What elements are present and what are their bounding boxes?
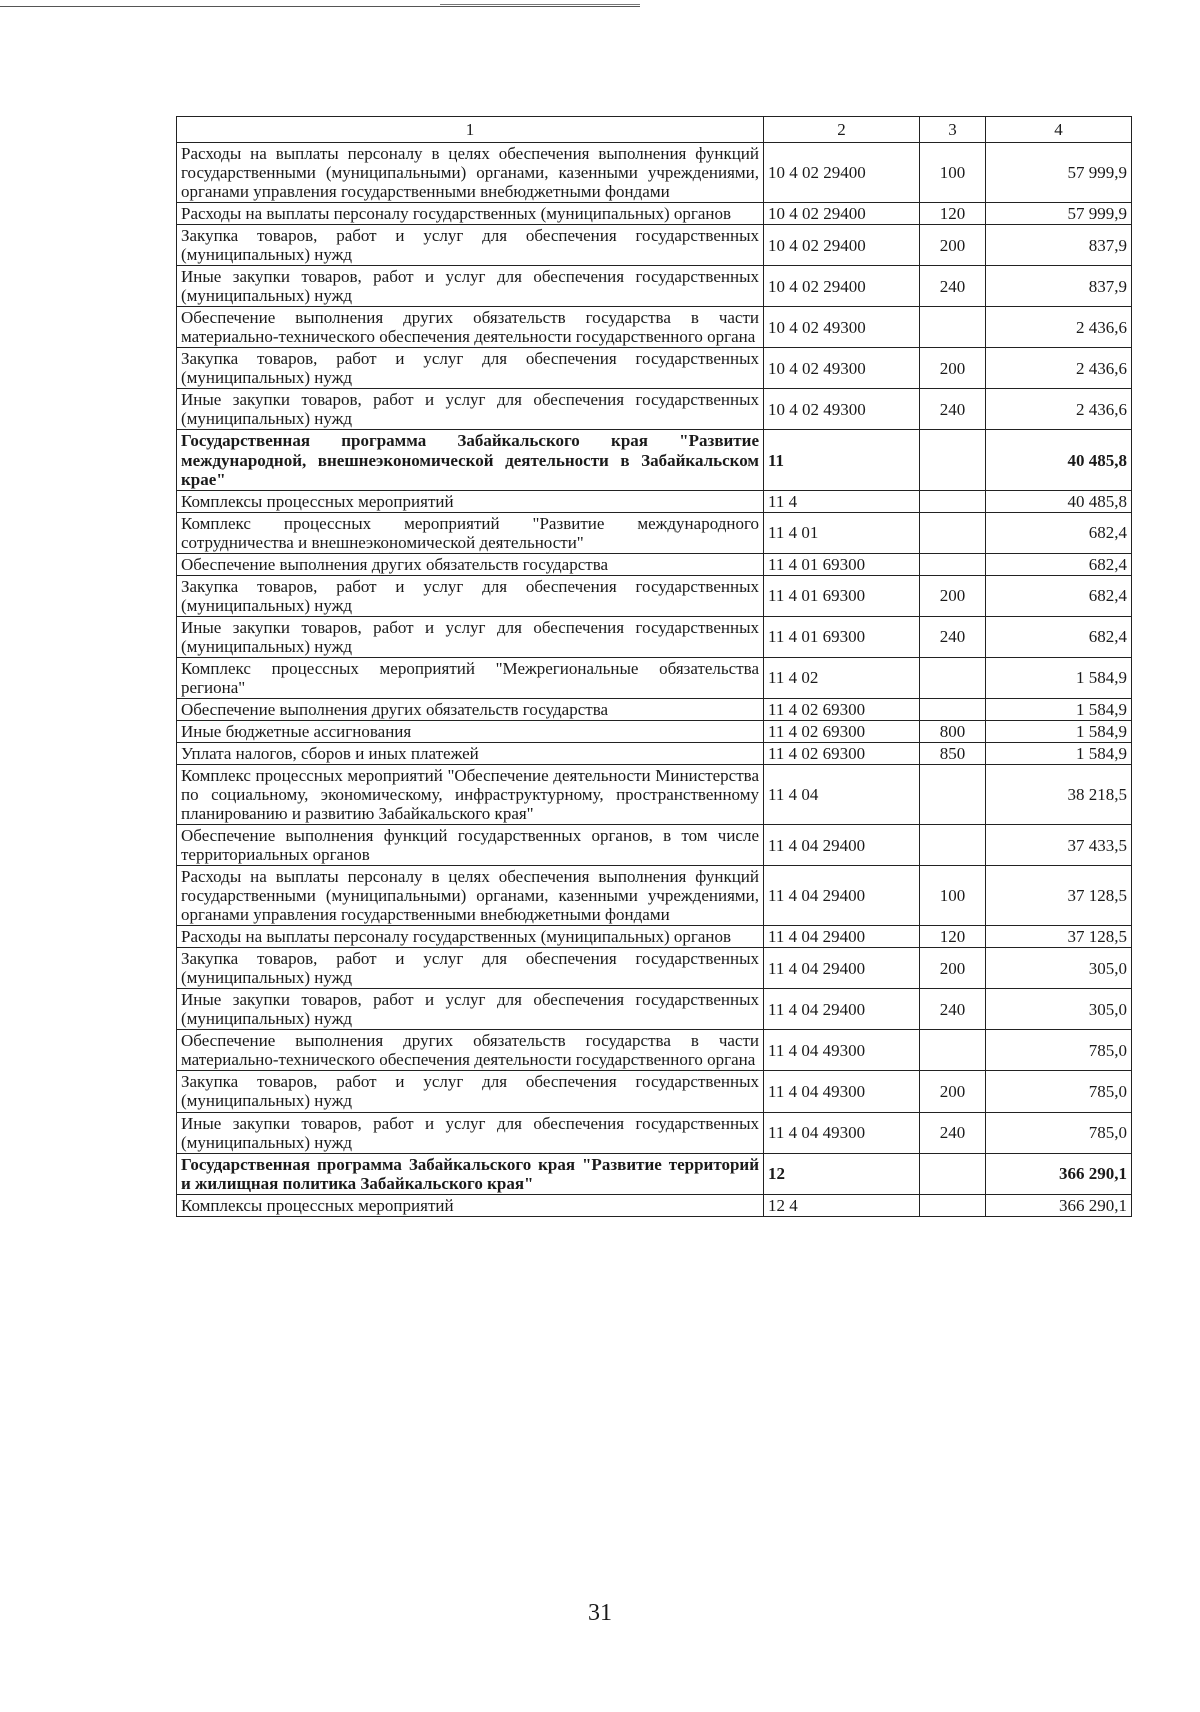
row-csr-code: 11 4 02 xyxy=(764,657,920,698)
row-sum: 305,0 xyxy=(986,948,1132,989)
row-csr-code: 10 4 02 49300 xyxy=(764,389,920,430)
row-name: Закупка товаров, работ и услуг для обеспечения государственных (муниципальных) нужд xyxy=(177,348,764,389)
row-vr-code: 850 xyxy=(920,742,986,764)
row-vr-code: 200 xyxy=(920,948,986,989)
row-csr-code: 10 4 02 49300 xyxy=(764,307,920,348)
row-sum: 682,4 xyxy=(986,616,1132,657)
row-name: Комплекс процессных мероприятий "Межрегиональные обязательства региона" xyxy=(177,657,764,698)
table-row xyxy=(177,348,1132,389)
row-csr-code: 11 4 04 49300 xyxy=(764,1071,920,1112)
row-sum: 2 436,6 xyxy=(986,307,1132,348)
row-name: Иные закупки товаров, работ и услуг для обеспечения государственных (муниципальных) нужд xyxy=(177,1112,764,1153)
row-name: Обеспечение выполнения функций государственных органов, в том числе территориальных органов xyxy=(177,825,764,866)
row-name: Обеспечение выполнения других обязательств государства в части материально-технического обеспечения деятельности государственного органа xyxy=(177,1030,764,1071)
row-vr-code: 800 xyxy=(920,720,986,742)
row-sum: 2 436,6 xyxy=(986,348,1132,389)
table-row xyxy=(177,1194,1132,1216)
header-col-2: 2 xyxy=(764,117,920,143)
row-sum: 1 584,9 xyxy=(986,657,1132,698)
row-vr-code: 200 xyxy=(920,348,986,389)
row-csr-code: 10 4 02 29400 xyxy=(764,266,920,307)
row-name: Расходы на выплаты персоналу государственных (муниципальных) органов xyxy=(177,203,764,225)
row-vr-code xyxy=(920,1194,986,1216)
row-sum: 1 584,9 xyxy=(986,720,1132,742)
row-vr-code xyxy=(920,698,986,720)
table-row xyxy=(177,720,1132,742)
row-sum: 682,4 xyxy=(986,575,1132,616)
scan-edge-line xyxy=(0,6,640,7)
row-csr-code: 12 xyxy=(764,1153,920,1194)
row-name: Закупка товаров, работ и услуг для обеспечения государственных (муниципальных) нужд xyxy=(177,225,764,266)
row-csr-code: 11 4 xyxy=(764,490,920,512)
row-sum: 785,0 xyxy=(986,1112,1132,1153)
row-sum: 57 999,9 xyxy=(986,203,1132,225)
row-sum: 366 290,1 xyxy=(986,1153,1132,1194)
table-row xyxy=(177,512,1132,553)
row-vr-code xyxy=(920,1030,986,1071)
row-vr-code xyxy=(920,512,986,553)
row-vr-code: 200 xyxy=(920,225,986,266)
row-csr-code: 11 4 02 69300 xyxy=(764,742,920,764)
row-vr-code: 200 xyxy=(920,575,986,616)
header-col-3: 3 xyxy=(920,117,986,143)
row-name: Иные бюджетные ассигнования xyxy=(177,720,764,742)
row-name: Расходы на выплаты персоналу в целях обеспечения выполнения функций государственными (муниципальными) органами, казенными учреждениями, органами управления государственными внебюджетными фондами xyxy=(177,143,764,203)
page-number: 31 xyxy=(588,1600,612,1626)
row-csr-code: 11 4 04 49300 xyxy=(764,1030,920,1071)
row-name: Комплекс процессных мероприятий "Обеспечение деятельности Министерства по социальному, экономическому, инфраструктурному, пространственному планированию и развитию Забайкальского края" xyxy=(177,764,764,824)
row-name: Иные закупки товаров, работ и услуг для обеспечения государственных (муниципальных) нужд xyxy=(177,616,764,657)
row-csr-code: 11 4 04 29400 xyxy=(764,926,920,948)
row-csr-code: 11 4 01 69300 xyxy=(764,575,920,616)
row-sum: 682,4 xyxy=(986,512,1132,553)
row-csr-code: 11 4 01 69300 xyxy=(764,553,920,575)
row-vr-code xyxy=(920,553,986,575)
row-name: Комплексы процессных мероприятий xyxy=(177,490,764,512)
row-csr-code: 10 4 02 29400 xyxy=(764,203,920,225)
row-vr-code: 240 xyxy=(920,1112,986,1153)
row-name: Государственная программа Забайкальского края "Развитие территорий и жилищная политика Забайкальского края" xyxy=(177,1153,764,1194)
table-row xyxy=(177,430,1132,490)
budget-table xyxy=(176,116,1132,1217)
row-name: Закупка товаров, работ и услуг для обеспечения государственных (муниципальных) нужд xyxy=(177,1071,764,1112)
row-csr-code: 10 4 02 29400 xyxy=(764,143,920,203)
row-sum: 305,0 xyxy=(986,989,1132,1030)
row-csr-code: 11 4 02 69300 xyxy=(764,698,920,720)
row-vr-code: 240 xyxy=(920,389,986,430)
row-sum: 1 584,9 xyxy=(986,742,1132,764)
row-sum: 785,0 xyxy=(986,1071,1132,1112)
table-row xyxy=(177,1071,1132,1112)
row-vr-code xyxy=(920,1153,986,1194)
row-name: Обеспечение выполнения других обязательств государства xyxy=(177,553,764,575)
row-vr-code: 240 xyxy=(920,989,986,1030)
table-row xyxy=(177,742,1132,764)
row-vr-code xyxy=(920,657,986,698)
table-row xyxy=(177,389,1132,430)
row-name: Расходы на выплаты персоналу в целях обеспечения выполнения функций государственными (муниципальными) органами, казенными учреждениями, органами управления государственными внебюджетными фондами xyxy=(177,866,764,926)
row-vr-code xyxy=(920,825,986,866)
table-row xyxy=(177,698,1132,720)
row-csr-code: 12 4 xyxy=(764,1194,920,1216)
row-vr-code: 200 xyxy=(920,1071,986,1112)
row-vr-code: 100 xyxy=(920,143,986,203)
row-csr-code: 11 4 04 29400 xyxy=(764,989,920,1030)
row-csr-code: 11 4 04 49300 xyxy=(764,1112,920,1153)
table-row xyxy=(177,575,1132,616)
table-row xyxy=(177,764,1132,824)
row-sum: 366 290,1 xyxy=(986,1194,1132,1216)
row-name: Расходы на выплаты персоналу государственных (муниципальных) органов xyxy=(177,926,764,948)
row-csr-code: 11 xyxy=(764,430,920,490)
table-row xyxy=(177,657,1132,698)
row-csr-code: 11 4 04 29400 xyxy=(764,866,920,926)
row-sum: 37 128,5 xyxy=(986,926,1132,948)
header-col-1: 1 xyxy=(177,117,764,143)
row-vr-code xyxy=(920,764,986,824)
row-sum: 38 218,5 xyxy=(986,764,1132,824)
row-sum: 37 128,5 xyxy=(986,866,1132,926)
row-csr-code: 10 4 02 29400 xyxy=(764,225,920,266)
header-row xyxy=(177,117,1132,143)
row-sum: 37 433,5 xyxy=(986,825,1132,866)
row-sum: 2 436,6 xyxy=(986,389,1132,430)
row-csr-code: 11 4 04 xyxy=(764,764,920,824)
row-name: Иные закупки товаров, работ и услуг для обеспечения государственных (муниципальных) нужд xyxy=(177,266,764,307)
table-row xyxy=(177,553,1132,575)
row-vr-code xyxy=(920,490,986,512)
row-name: Уплата налогов, сборов и иных платежей xyxy=(177,742,764,764)
row-sum: 837,9 xyxy=(986,266,1132,307)
table-row xyxy=(177,616,1132,657)
table-row xyxy=(177,225,1132,266)
table-row xyxy=(177,866,1132,926)
row-vr-code xyxy=(920,307,986,348)
row-name: Обеспечение выполнения других обязательств государства xyxy=(177,698,764,720)
row-vr-code: 100 xyxy=(920,866,986,926)
row-csr-code: 11 4 04 29400 xyxy=(764,825,920,866)
row-csr-code: 11 4 04 29400 xyxy=(764,948,920,989)
row-sum: 1 584,9 xyxy=(986,698,1132,720)
scan-edge-line xyxy=(440,4,640,5)
row-csr-code: 11 4 02 69300 xyxy=(764,720,920,742)
row-csr-code: 10 4 02 49300 xyxy=(764,348,920,389)
row-name: Государственная программа Забайкальского края "Развитие международной, внешнеэкономической деятельности в Забайкальском крае" xyxy=(177,430,764,490)
row-name: Обеспечение выполнения других обязательств государства в части материально-технического обеспечения деятельности государственного органа xyxy=(177,307,764,348)
row-csr-code: 11 4 01 69300 xyxy=(764,616,920,657)
row-vr-code: 120 xyxy=(920,926,986,948)
table-row xyxy=(177,825,1132,866)
row-vr-code: 240 xyxy=(920,616,986,657)
table-row xyxy=(177,490,1132,512)
row-name: Закупка товаров, работ и услуг для обеспечения государственных (муниципальных) нужд xyxy=(177,948,764,989)
row-vr-code: 240 xyxy=(920,266,986,307)
table-row xyxy=(177,143,1132,203)
row-name: Иные закупки товаров, работ и услуг для обеспечения государственных (муниципальных) нужд xyxy=(177,989,764,1030)
table-row xyxy=(177,948,1132,989)
row-name: Иные закупки товаров, работ и услуг для обеспечения государственных (муниципальных) нужд xyxy=(177,389,764,430)
row-sum: 785,0 xyxy=(986,1030,1132,1071)
table-row xyxy=(177,203,1132,225)
budget-table-body xyxy=(177,117,1132,1217)
row-vr-code xyxy=(920,430,986,490)
row-sum: 40 485,8 xyxy=(986,490,1132,512)
table-row xyxy=(177,989,1132,1030)
table-row xyxy=(177,1030,1132,1071)
table-row xyxy=(177,266,1132,307)
row-name: Закупка товаров, работ и услуг для обеспечения государственных (муниципальных) нужд xyxy=(177,575,764,616)
row-sum: 40 485,8 xyxy=(986,430,1132,490)
table-row xyxy=(177,1153,1132,1194)
row-name: Комплекс процессных мероприятий "Развитие международного сотрудничества и внешнеэкономической деятельности" xyxy=(177,512,764,553)
row-sum: 682,4 xyxy=(986,553,1132,575)
row-name: Комплексы процессных мероприятий xyxy=(177,1194,764,1216)
row-vr-code: 120 xyxy=(920,203,986,225)
row-csr-code: 11 4 01 xyxy=(764,512,920,553)
row-sum: 57 999,9 xyxy=(986,143,1132,203)
table-row xyxy=(177,1112,1132,1153)
row-sum: 837,9 xyxy=(986,225,1132,266)
table-row xyxy=(177,307,1132,348)
table-row xyxy=(177,926,1132,948)
header-col-4: 4 xyxy=(986,117,1132,143)
